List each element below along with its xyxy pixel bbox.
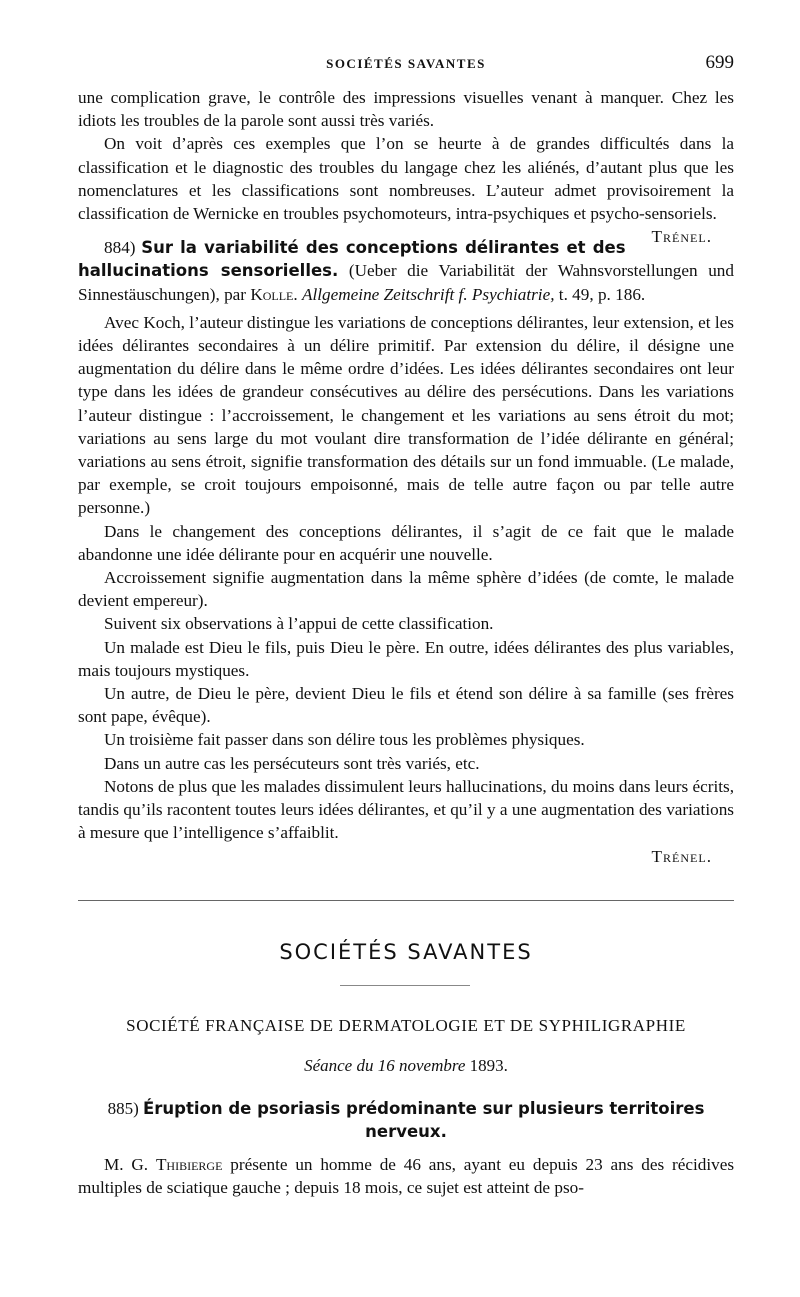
signature: Trénel.: [651, 227, 712, 247]
running-title: SOCIÉTÉS SAVANTES: [326, 56, 486, 71]
entry-number: 885): [107, 1099, 139, 1118]
session-date: [78, 1056, 734, 1076]
speaker-name: Thibierge: [155, 1155, 223, 1174]
main-text: [78, 86, 734, 868]
session-year: 1893.: [469, 1056, 508, 1075]
entry-number: 884): [104, 238, 136, 258]
page-number: 699: [705, 52, 734, 73]
paragraph: [78, 132, 734, 247]
section-divider: [78, 900, 734, 901]
paragraph: Dans le changement des conceptions délirantes, il s’agit de ce fait que le malade abandonne une idée délirante pour en acquérir une nouvelle.: [78, 521, 734, 564]
paragraph: une complication grave, le contrôle des impressions visuelles venant à manquer. Chez les idiots les troubles de la parole sont aussi très variés.: [78, 88, 734, 131]
paragraph: Avec Koch, l’auteur distingue les variations de conceptions délirantes, leur extension, et les idées délirantes secondaires à un délire primitif. Par extension du délire, il désigne une augmentation du délire dans le même ordre d’idées. Les idées délirantes secondaires ont leur type dans les idées de grandeur consécutives au délire des persécutions. Dans les variations l’auteur distingue : l’accroissement, le changement et les variations au sens étroit du mot; variations au sens large du mot voulant dire transformation de l’idée délirante en général; variations au sens étroit, signifie transformation des détails sur un fond immuable. (Le malade, par exemple, se croit toujours empoisonné, mais de telle autre façon ou par telle autre personne.): [78, 312, 734, 518]
paragraph: Un autre, de Dieu le père, devient Dieu le fils et étend son délire à sa famille (ses frères sont pape, évêque).: [78, 684, 734, 727]
signature: Trénel.: [651, 846, 712, 866]
paragraph: Un malade est Dieu le fils, puis Dieu le père. En outre, idées délirantes des plus variables, mais toujours mystiques.: [78, 637, 734, 680]
paragraph: Dans un autre cas les persécuteurs sont très variés, etc.: [104, 753, 480, 773]
running-header: [78, 52, 734, 78]
paragraph: Notons de plus que les malades dissimulent leurs hallucinations, du moins dans leurs écrits, tandis qu’ils racontent toutes leurs idées délirantes, et qu’il y a une augmentation des variations à mesure que l’intelligence s’affaiblit.: [78, 776, 734, 843]
entry-journal: Allgemeine Zeitschrift f. Psychiatrie,: [301, 284, 555, 304]
entry-title: Éruption de psoriasis prédominante sur plusieurs territoires nerveux.: [143, 1099, 705, 1141]
entry-885-heading: [78, 1097, 734, 1143]
paragraph-text: On voit d’après ces exemples que l’on se heurte à de grandes difficultés dans la classification et le diagnostic des troubles du langage chez les aliénés, d’autant plus que les nomenclatures et les classifications sont nombreuses. L’auteur admet provisoirement la classification de Wernicke en troubles psychomoteurs, intra-psychiques et psycho-sensoriels.: [78, 134, 734, 224]
entry-title: Sur la variabilité des conceptions délirantes et des hallucinations sensorielles.: [78, 238, 626, 281]
entry-author: Kolle.: [250, 284, 298, 304]
paragraph-text: présente un homme de 46 ans, ayant eu depuis 23 ans des récidives multiples de sciatique gauche ; depuis 18 mois, ce sujet est atteint de pso-: [78, 1155, 735, 1198]
section-rule: [340, 985, 470, 986]
society-name: SOCIÉTÉ FRANÇAISE DE DERMATOLOGIE ET DE SYPHILIGRAPHIE: [126, 1016, 686, 1035]
paragraph: Un troisième fait passer dans son délire tous les problèmes physiques.: [104, 730, 585, 750]
paragraph: Suivent six observations à l’appui de cette classification.: [104, 614, 494, 634]
paragraph: Accroissement signifie augmentation dans la même sphère d’idées (de comte, le malade devient empereur).: [78, 568, 734, 611]
entry-subtitle: (Ueber die Variabilität der Wahnsvorstellungen und Sinnestäuschungen), par: [78, 261, 734, 304]
session-label: Séance du 16 novembre: [304, 1056, 466, 1075]
entry-reference: t. 49, p. 186.: [558, 284, 646, 304]
speaker-lead: M. G.: [104, 1155, 149, 1174]
paragraph: [78, 1153, 734, 1199]
section-title: SOCIÉTÉS SAVANTES: [279, 940, 533, 964]
